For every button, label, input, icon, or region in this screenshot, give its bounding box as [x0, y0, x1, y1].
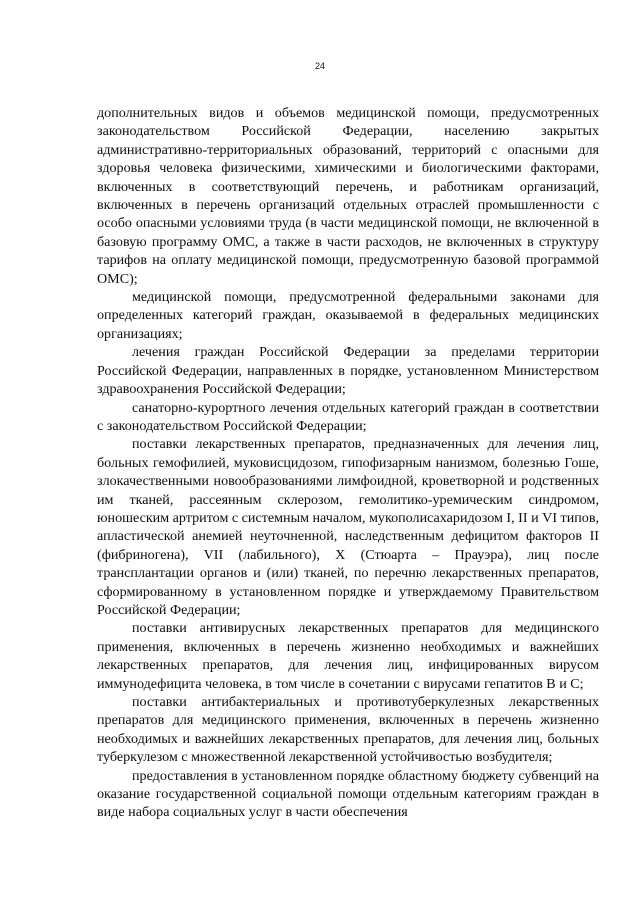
document-body — [97, 104, 599, 822]
paragraph-sanatorium-treatment: санаторно-курортного лечения отдельных категорий граждан в соответствии с законодательством Российской Федерации; — [97, 399, 599, 434]
paragraph-subventions: предоставления в установленном порядке областному бюджету субвенций на оказание государственной социальной помощи отдельным категориям граждан в виде набора социальных услуг в части обеспечения — [97, 767, 599, 821]
paragraph-continuation: дополнительных видов и объемов медицинской помощи, предусмотренных законодательством Российской Федерации, населению закрытых административно-территориальных образований, территорий с опасными для здоровья человека физическими, химическими и биологическими факторами, включенных в соответствующий перечень, и работникам организаций, включенных в перечень организаций отдельных отраслей промышленности с особо опасными условиями труда (в части медицинской помощи, не включенной в базовую программу ОМС, а также в части расходов, не включенных в структуру тарифов на оплату медицинской помощи, предусмотренную базовой программой ОМС); — [97, 105, 599, 287]
paragraph-treatment-abroad: лечения граждан Российской Федерации за пределами территории Российской Федерации, направленных в порядке, установленном Министерством здравоохранения Российской Федерации; — [97, 344, 599, 398]
paragraph-drug-supply-rare-diseases: поставки лекарственных препаратов, предназначенных для лечения лиц, больных гемофилией, муковисцидозом, гипофизарным нанизмом, болезнью Гоше, злокачественными новообразованиями лимфоидной, кроветворной и родственных им тканей, рассеянным склерозом, гемолитико-уремическим синдромом, юношеским артритом с системным началом, мукополисахаридозом I, II и VI типов, апластической анемией неуточненной, наследственным дефицитом факторов II (фибриногена), VII (лабильного), X (Стюарта – Прауэра), лиц после трансплантации органов и (или) тканей, по перечню лекарственных препаратов, сформированному в установленном порядке и утверждаемому Правительством Российской Федерации; — [97, 436, 600, 618]
paragraph-antiviral-drugs: поставки антивирусных лекарственных препаратов для медицинского применения, включенных в перечень жизненно необходимых и важнейших лекарственных препаратов, для лечения лиц, инфицированных вирусом иммунодефицита человека, в том числе в сочетании с вирусами гепатитов B и C; — [97, 620, 599, 692]
page-number: 24 — [314, 61, 325, 71]
paragraph-antibacterial-drugs: поставки антибактериальных и противотуберкулезных лекарственных препаратов для медицинского применения, включенных в перечень жизненно необходимых и важнейших лекарственных препаратов, для лечения лиц, больных туберкулезом с множественной лекарственной устойчивостью возбудителя; — [97, 694, 599, 766]
paragraph-federal-laws-care: медицинской помощи, предусмотренной федеральными законами для определенных категорий граждан, оказываемой в федеральных медицинских организациях; — [97, 289, 599, 342]
